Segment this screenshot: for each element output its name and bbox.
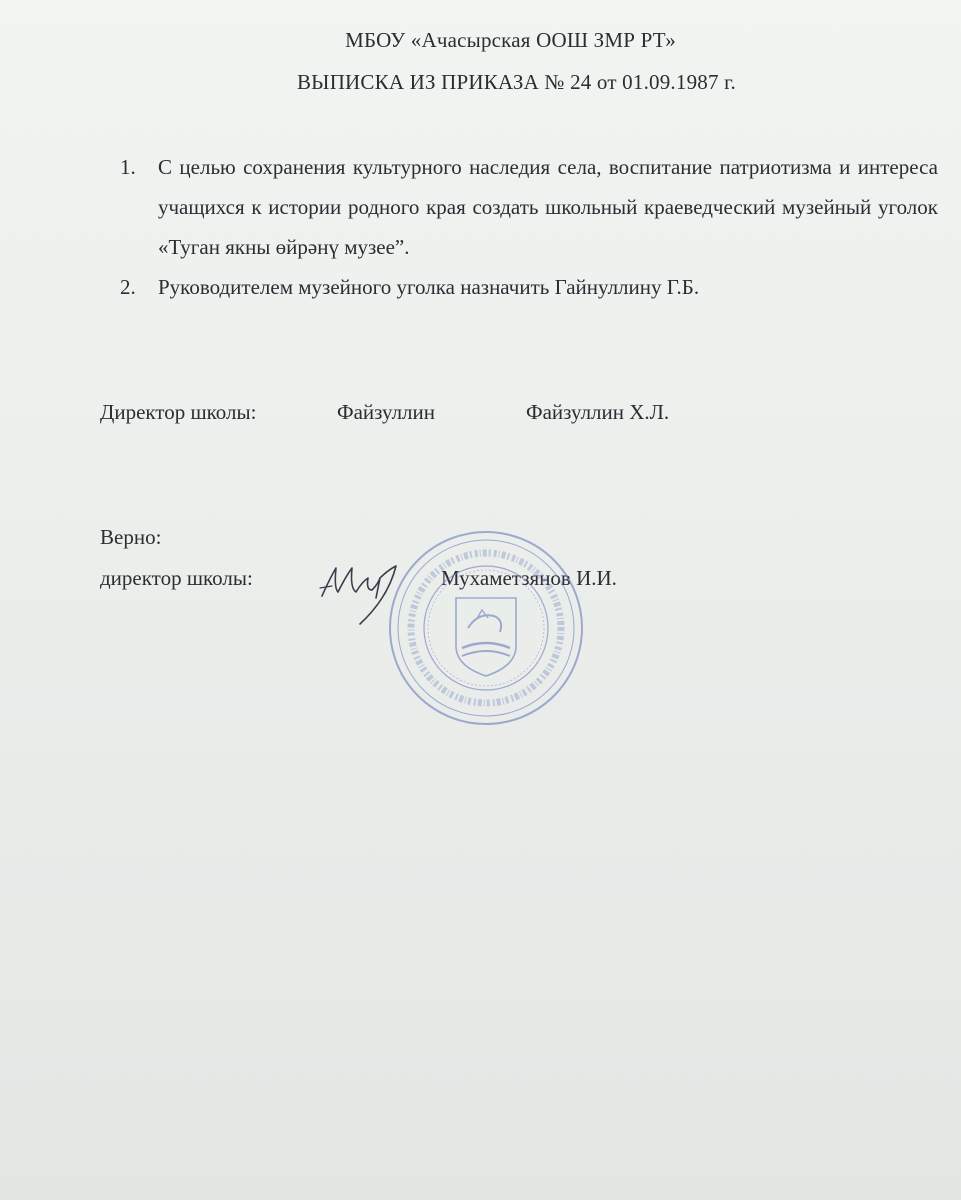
order-items-list (120, 147, 938, 307)
order-item (120, 147, 938, 267)
director-label: Директор школы: (100, 400, 257, 424)
school-name: МБОУ «Ачасырская ООШ ЗМР РТ» (345, 28, 676, 52)
item-text: С целью сохранения культурного наследия села, воспитание патриотизма и интереса учащихся к истории родного края создать школьный краеведческий музейный уголок «Туган якны өйрәнү музее”. (158, 155, 938, 259)
director2-label: директор школы: (100, 566, 253, 590)
item-text: Руководителем музейного уголка назначить Гайнуллину Г.Б. (158, 275, 700, 299)
item-number: 2. (120, 275, 136, 299)
verified-label: Верно: (100, 525, 162, 549)
director-name: Файзуллин Х.Л. (526, 400, 670, 424)
handwritten-signature (316, 548, 416, 628)
director2-name: Мухаметзянов И.И. (441, 566, 617, 590)
order-item (120, 267, 938, 307)
official-seal-stamp (386, 528, 586, 728)
director-signature-text: Файзуллин (337, 400, 436, 424)
order-title: ВЫПИСКА ИЗ ПРИКАЗА № 24 от 01.09.1987 г. (296, 70, 737, 94)
item-number: 1. (120, 155, 136, 179)
